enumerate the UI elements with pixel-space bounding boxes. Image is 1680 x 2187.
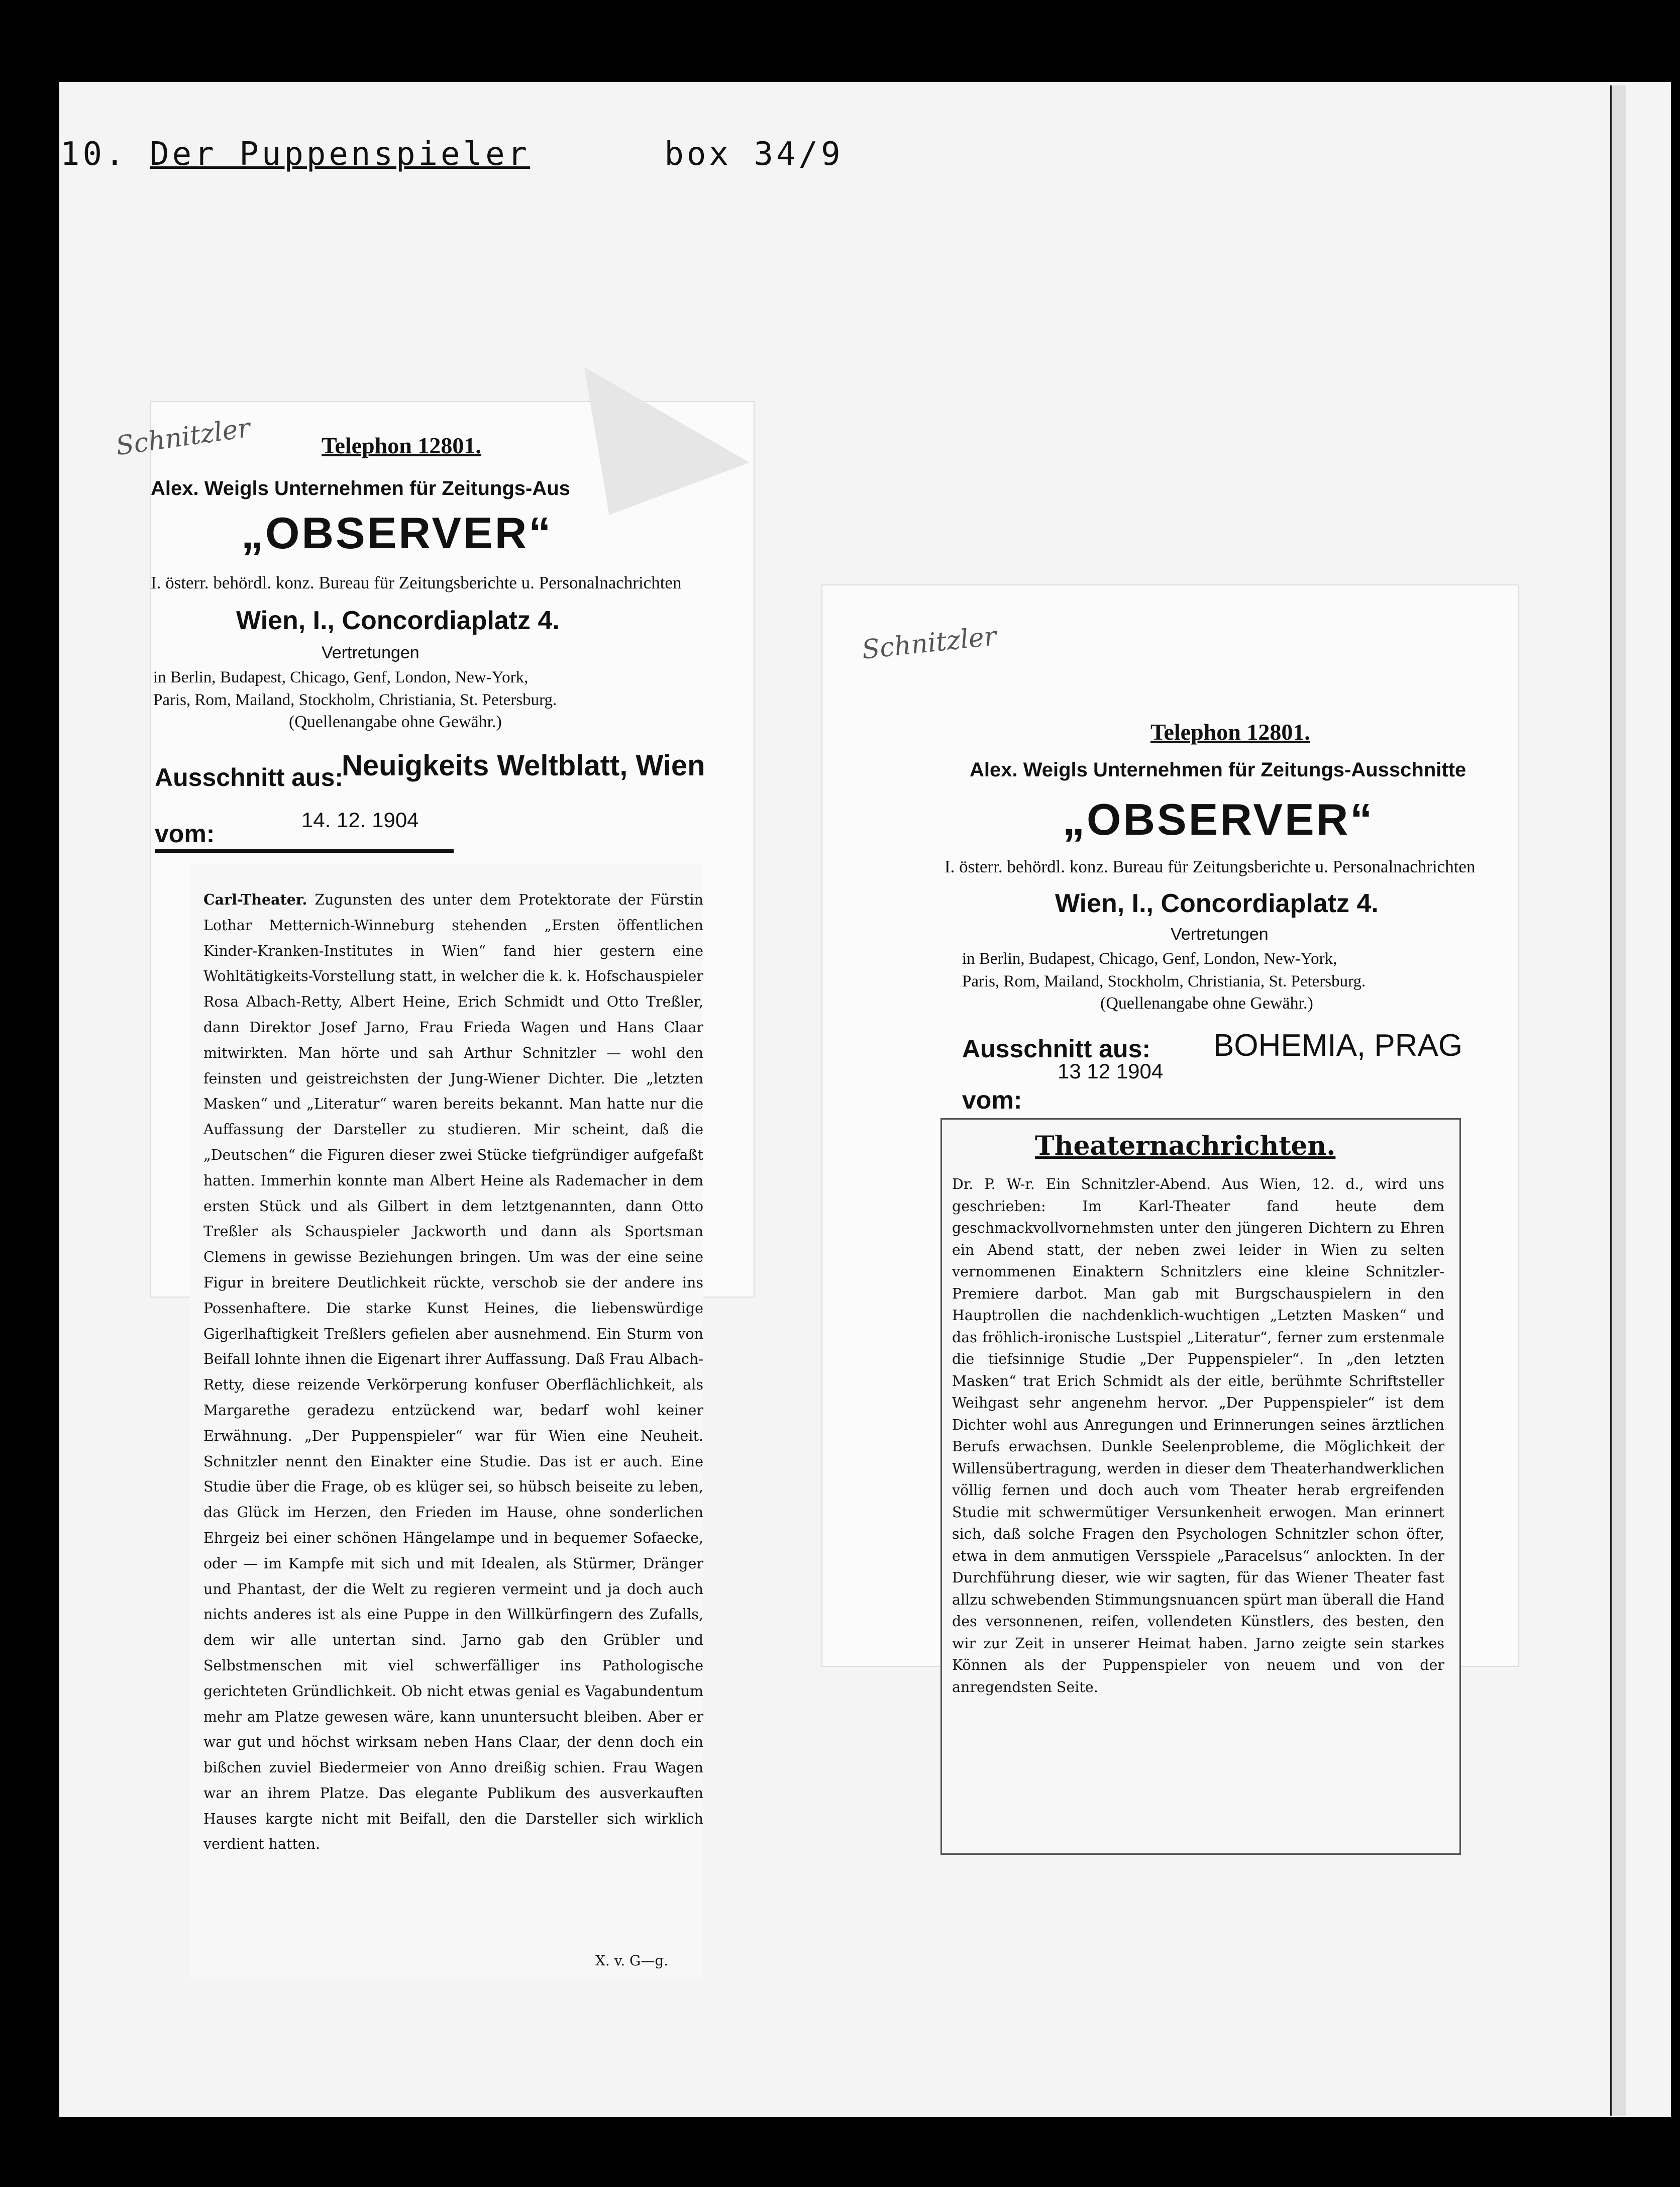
article-body-left: Zugunsten des unter dem Protektorate der Fürstin Lothar Metternich-Winneburg stehenden „Ersten öffentlichen Kinder-Kranken-Institutes in Wien“ fand hier gestern eine Wohltätigkeits-Vorstellung statt, in welcher die k. k. Hofschauspieler Rosa Albach-Retty, Albert Heine, Erich Schmidt und Otto Treßler, dann Direktor Josef Jarno, Frau Frieda Wagen und Hans Claar mitwirkten. Man hörte und sah Arthur Schnitzler — wohl den feinsten und geistreichsten der Jung-Wiener Dichter. Die „letzten Masken“ und „Literatur“ waren bereits bekannt. Man hatte nur die Auffassung der Darsteller zu studieren. Mir scheint, daß die „Deutschen“ die Figuren dieser zwei Stücke tiefgründiger aufgefaßt hatten. Immerhin konnte man Albert Heine als Rademacher in dem ersten Stück und als Gilbert in dem letztgenannten, dann Otto Treßler als Schauspieler Jackworth und dann als Sportsman Clemens in gewisse Beziehungen bringen. Um was der eine seine Figur in breitere Deutlichkeit rückte, verschob sie der andere ins Possenhaftere. Die starke Kunst Heines, die liebenswürdige Gigerlhaftigkeit Treßlers gefielen aber ausnehmend. Ein Sturm von Beifall lohnte ihnen die Eigenart ihrer Auffassung. Daß Frau Albach-Retty, diese reizende Verkörperung konfuser Oberflächlichkeit, als Margarethe geradezu entzückend war, bedarf wohl keiner Erwähnung. „Der Puppenspieler“ war für Wien eine Neuheit. Schnitzler nennt den Einakter eine Studie. Das ist er auch. Eine Studie über die Frage, ob es klüger sei, so hübsch beiseite zu leben, das Glück im Herzen, den Frieden im Hause, ohne sonderlichen Ehrgeiz bei einer schönen Hängelampe und in bequemer Sofaecke, oder — im Kampfe mit sich und mit Idealen, als Stürmer, Dränger und Phantast, der die Welt zu regieren vermeint und ja doch auch nichts anderes ist als eine Puppe in den Willkürfingern des Zufalls, dem wir alle untertan sind. Jarno gab den Grübler und Selbstmenschen mit viel schwerfälliger ins Pathologische gerichteten Gründlichkeit. Ob nicht etwas genial es Vagabundentum mehr am Platze gewesen wäre, kann ununtersucht bleiben. Aber er war gut und höchst wirksam neben Hans Claar, der denn doch ein bißchen zuviel Biedermeier von Anno dreißig schien. Frau Wagen war an ihrem Platze. Das elegante Publikum des ausverkauften Hauses kargte nicht mit Beifall, den die Darsteller sich wirklich verdient hatten. [203,891,704,1853]
source-stamp-left: Neuigkeits Weltblatt, Wien [342,749,705,782]
bureau-left: I. österr. behördl. konz. Bureau für Zeitungsberichte u. Personalnachrichten [151,573,682,592]
box-number: box 34/9 [664,136,844,173]
article-heading-right: Theaternachrichten. [1035,1131,1336,1161]
cities1-left: in Berlin, Budapest, Chicago, Genf, London, New-York, [153,668,529,686]
cities2-right: Paris, Rom, Mailand, Stockholm, Christiania, St. Petersburg. [962,972,1366,990]
telephone-right: Telephon 12801. [1150,719,1310,745]
article-body-right: Dr. P. W-r. Ein Schnitzler-Abend. Aus Wien, 12. d., wird uns geschrieben: Im Karl-Theater fand heute dem geschmackvollvornehmsten unter den jüngeren Dichtern zu Ehren ein Abend statt, der neben zwei leider in Wien zu selten vernommenen Einaktern Schnitzlers eine kleine Schnitzler-Premiere darbot. Man gab mit Burgschauspielern in den Hauptrollen die nachdenklich-wuchtigen „Letzten Masken“ und das fröhlich-ironische Lustspiel „Literatur“, ferner zum erstenmale die tiefsinnige Studie „Der Puppenspieler“. In „den letzten Masken“ trat Erich Schmidt als der eitle, berühmte Schriftsteller Weihgast sehr angenehm hervor. „Der Puppenspieler“ ist dem Dichter wohl aus Anregungen und Erinnerungen seines ärztlichen Berufs erwachsen. Dunkle Seelenprobleme, die Möglichkeit der Willensübertragung, werden in dieser dem Theaterhandwerklichen völlig fernen und doch auch vom Theater herab ergreifenden Studie mit schwermütiger Versunkenheit erwogen. Man erinnert sich, daß solche Fragen den Psychologen Schnitzler schon öfter, etwa in dem anmutigen Versspiele „Paracelsus“ anlockten. In der Durchführung dieser, wie wir sagten, für das Wiener Theater fast allzu schwebenden Stimmungsnuancen spürt man überall die Hand des versonnenen, reifen, vollendeten Künstlers, des besten, den wir zur Zeit in unserer Heimat haben. Jarno zeigte sein starkes Können als der Puppenspieler von neuem und von der anregendsten Seite. [952,1176,1444,1696]
date-stamp-left: 14. 12. 1904 [301,808,419,832]
date-stamp-right: 13 12 1904 [1058,1059,1164,1083]
brand-left: „OBSERVER“ [241,508,553,558]
handwritten-note-left: Schnitzler [114,413,252,462]
disclaimer-left: (Quellenangabe ohne Gewähr.) [289,713,502,731]
folder-number: 10. [60,136,128,173]
representations-right: Vertretungen [1171,925,1269,944]
cities1-right: in Berlin, Budapest, Chicago, Genf, London, New-York, [962,950,1337,968]
folder-title: Der Puppenspieler [150,136,531,173]
divider-left [155,849,454,853]
address-left: Wien, I., Concordiaplatz 4. [236,606,560,635]
cities2-left: Paris, Rom, Mailand, Stockholm, Christiania, St. Petersburg. [153,691,557,709]
disclaimer-right: (Quellenangabe ohne Gewähr.) [1100,994,1313,1013]
brand-right: „OBSERVER“ [1063,794,1375,844]
article-text-left [203,887,703,1857]
bureau-right: I. österr. behördl. konz. Bureau für Zeitungsberichte u. Personalnachrichten [944,857,1476,876]
signature-left: X. v. G—g. [595,1952,669,1969]
source-label-right: Ausschnitt aus: [962,1035,1151,1063]
representations-left: Vertretungen [322,643,419,662]
source-stamp-right: BOHEMIA, PRAG [1213,1028,1463,1063]
date-label-left: vom: [155,820,215,848]
sheet-edge [1610,85,1626,2116]
telephone-left: Telephon 12801. [322,433,481,458]
archive-header [60,136,844,173]
handwritten-note-right: Schnitzler [860,621,998,665]
company-right: Alex. Weigls Unternehmen für Zeitungs-Ausschnitte [970,759,1466,781]
date-label-right: vom: [962,1086,1022,1114]
source-label-left: Ausschnitt aus: [155,763,344,791]
article-heading-left: Carl-Theater. [203,891,307,908]
address-right: Wien, I., Concordiaplatz 4. [1055,889,1379,918]
company-left: Alex. Weigls Unternehmen für Zeitungs-Aus [151,477,570,500]
